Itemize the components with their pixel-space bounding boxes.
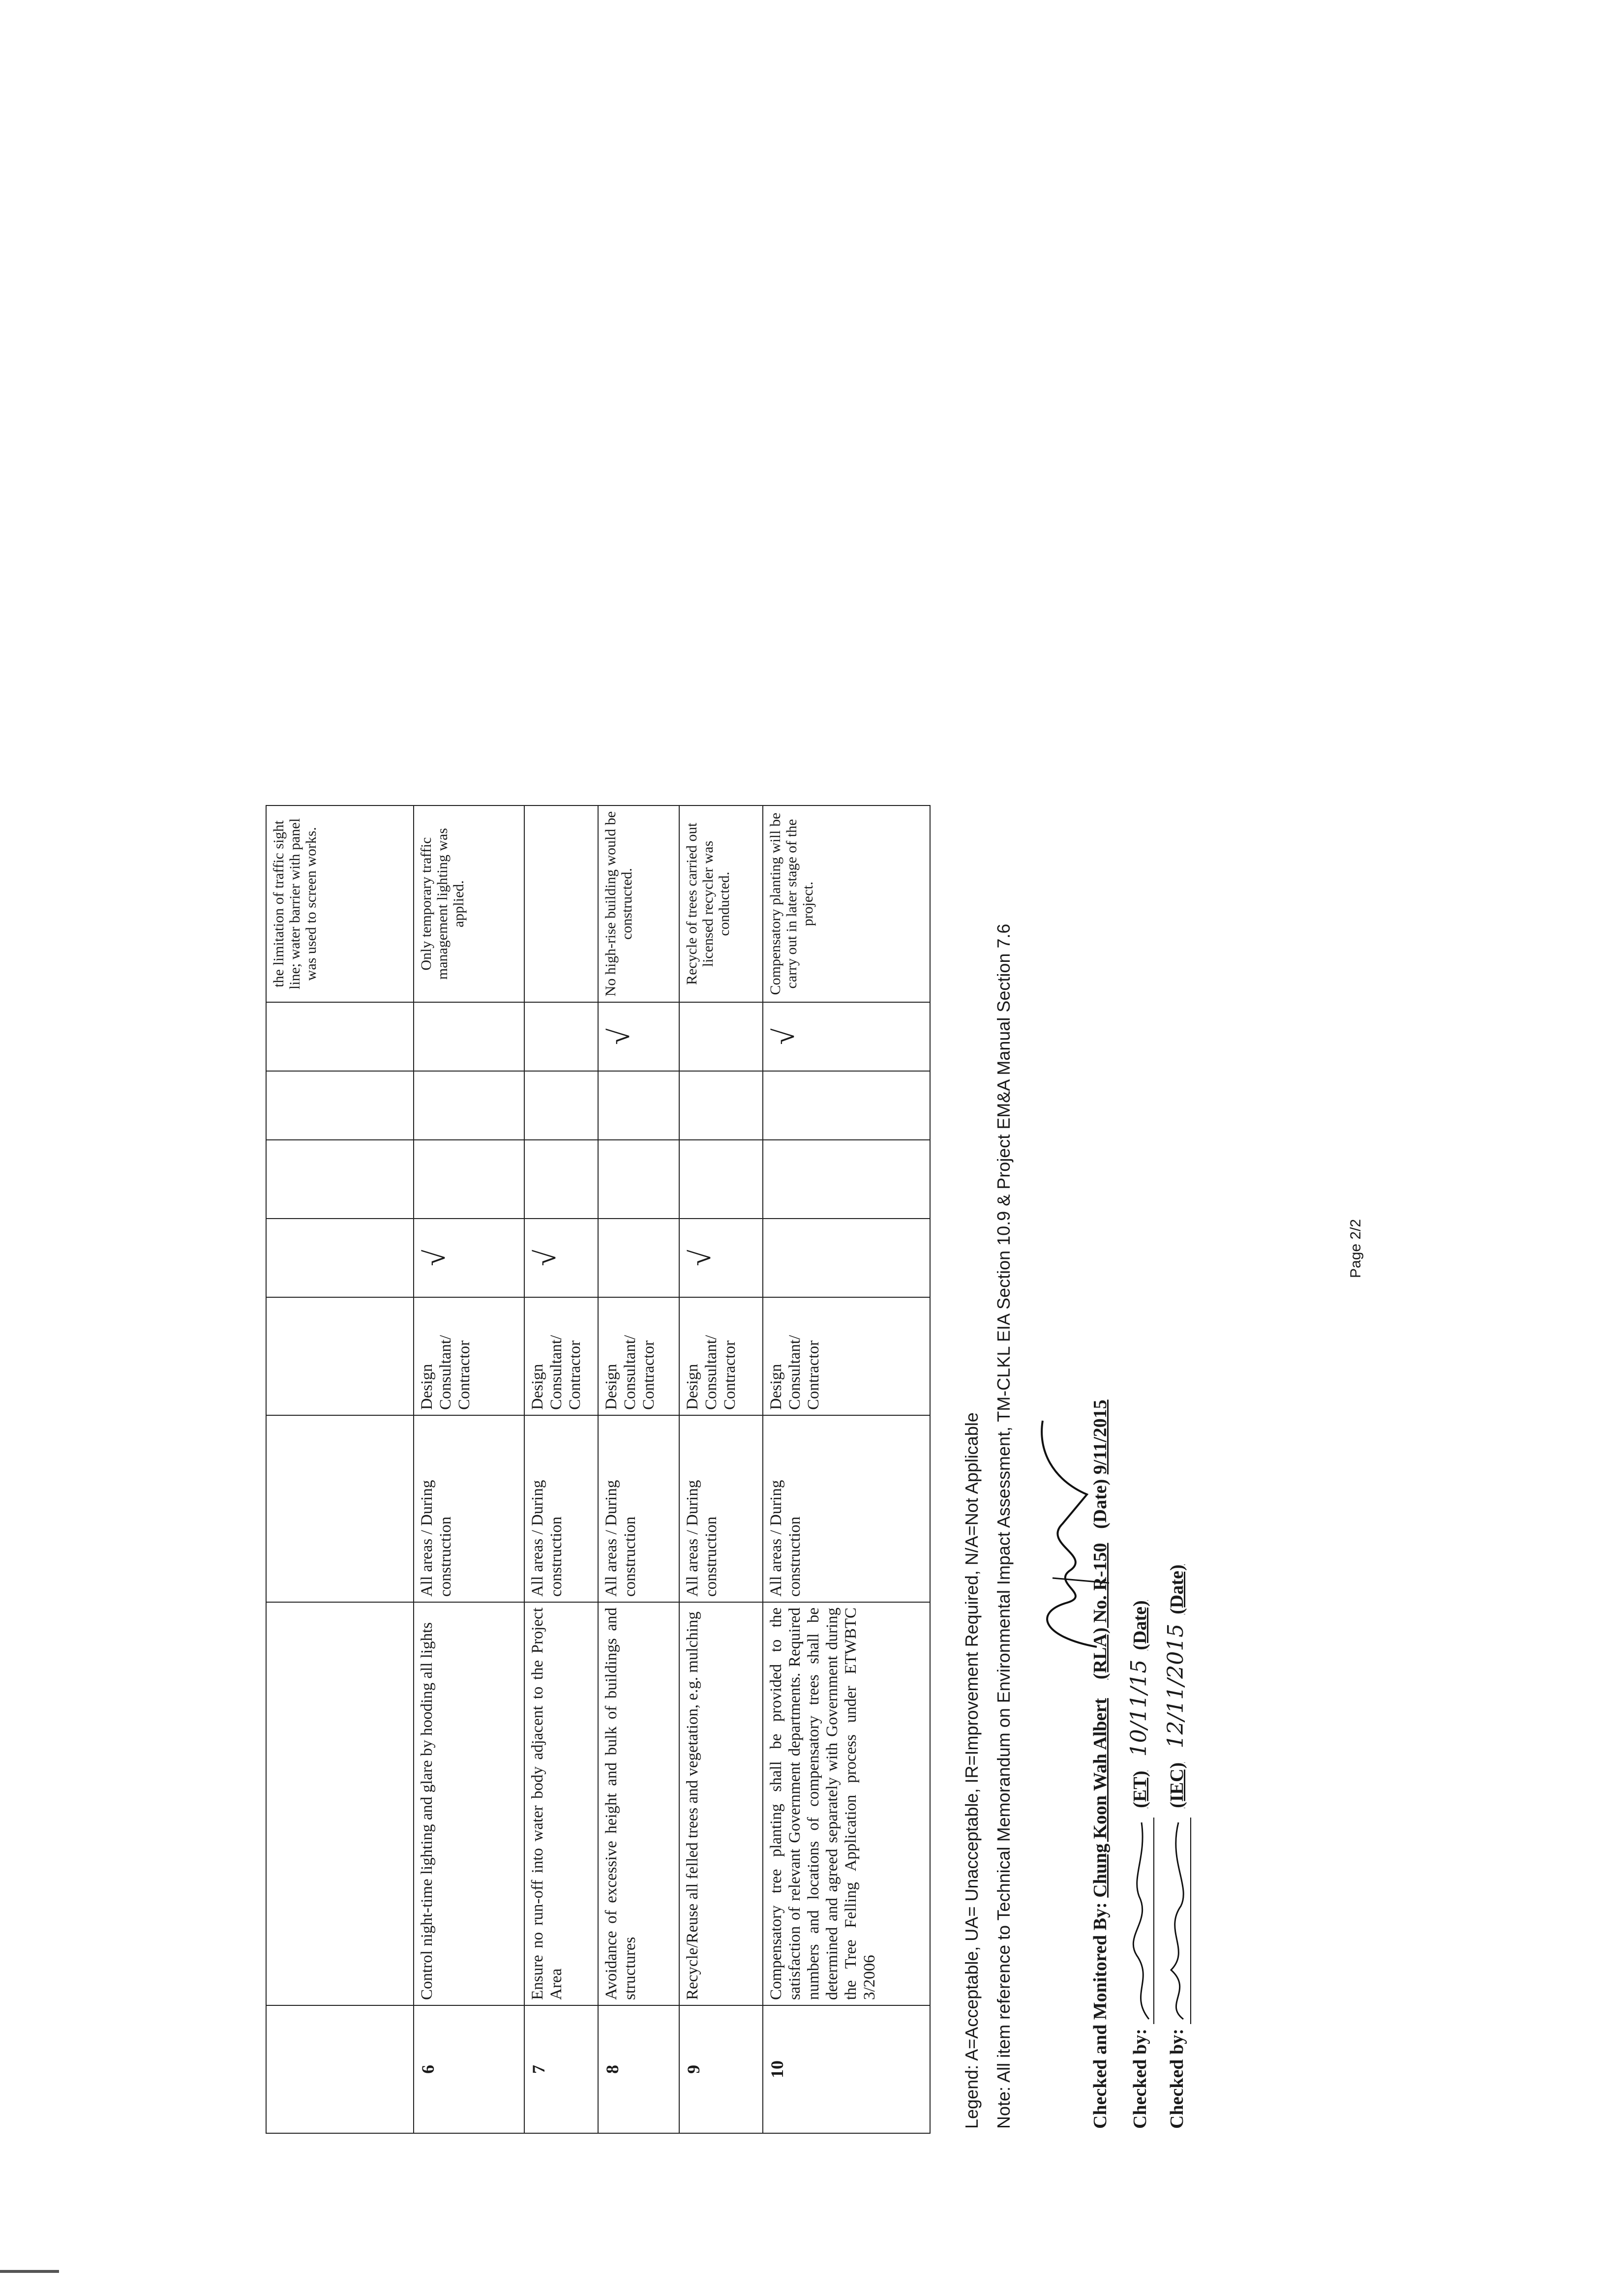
table-row	[414, 805, 524, 2133]
table-row-continuation	[266, 805, 414, 2133]
note-text: Note: All item reference to Technical Memorandum on Environmental Impact Assessment, TM-CLKL EIA Section 10.9 & Project EM&A Manual Section 7.6	[993, 924, 1014, 2129]
signoff-role: (ET)	[1130, 1770, 1150, 1808]
signoff-date: 12/11/2015	[1163, 1623, 1188, 1749]
implementation-cell: Design Consultant/ Contractor	[679, 1297, 763, 1415]
table-row	[524, 805, 598, 2133]
location-cell: All areas / During construction	[598, 1415, 679, 1602]
signoff-date-label: (Date)	[1167, 1564, 1187, 1614]
status-ir-cell	[763, 1071, 930, 1140]
signoff-registration: (RLA) No. R-150	[1090, 1543, 1111, 1680]
remark-cell: Recycle of trees carried out licensed recycler was conducted.	[679, 805, 763, 1002]
measure-cell: Avoidance of excessive height and bulk of buildings and structures	[598, 1602, 679, 2005]
signature-scribble	[1127, 1818, 1156, 2024]
location-cell: All areas / During construction	[679, 1415, 763, 1602]
status-na-cell	[414, 1002, 524, 1071]
table-row	[679, 805, 763, 2133]
measure-cell: Ensure no run-off into water body adjacent to the Project Area	[524, 1602, 598, 2005]
remark-cell: No high-rise building would be constructed.	[598, 805, 679, 1002]
signature-scribble	[1164, 1818, 1193, 2024]
remark-cell: the limitation of traffic sight line; water barrier with panel was used to screen works.	[266, 805, 414, 1002]
status-na-cell	[679, 1002, 763, 1071]
table-row	[763, 805, 930, 2133]
signoff-date-label: (Date)	[1130, 1600, 1150, 1650]
status-ir-cell	[679, 1071, 763, 1140]
measure-cell: Recycle/Reuse all felled trees and vegetation, e.g. mulching	[679, 1602, 763, 2005]
remark-cell	[524, 805, 598, 1002]
implementation-cell: Design Consultant/ Contractor	[763, 1297, 930, 1415]
status-ua-cell	[598, 1140, 679, 1219]
location-cell: All areas / During construction	[763, 1415, 930, 1602]
status-a-cell: √	[524, 1219, 598, 1297]
signoff-label: Checked by:	[1167, 2024, 1187, 2129]
status-ua-cell	[763, 1140, 930, 1219]
signoff-line-monitored	[1089, 1400, 1111, 2129]
table-row	[598, 805, 679, 2133]
signoff-role: (IEC)	[1167, 1762, 1187, 1808]
status-a-cell	[598, 1219, 679, 1297]
status-ir-cell	[414, 1071, 524, 1140]
page-number: Page 2/2	[1348, 1219, 1364, 1278]
status-a-cell: √	[679, 1219, 763, 1297]
status-na-cell: √	[598, 1002, 679, 1071]
implementation-cell: Design Consultant/ Contractor	[598, 1297, 679, 1415]
status-ua-cell	[414, 1140, 524, 1219]
status-a-cell: √	[414, 1219, 524, 1297]
signoff-date: 9/11/2015	[1090, 1400, 1111, 1475]
implementation-cell: Design Consultant/ Contractor	[414, 1297, 524, 1415]
item-number: 7	[524, 2005, 598, 2133]
audit-table	[266, 805, 931, 2134]
measure-cell: Compensatory tree planting shall be provided to the satisfaction of relevant Government departments. Required numbers and locations of compensatory trees shall be determined and agreed separately with Government during the Tree Felling Application process under ETWBTC 3/2006	[763, 1602, 930, 2005]
signoff-line-et	[1126, 1600, 1156, 2129]
status-ir-cell	[598, 1071, 679, 1140]
status-na-cell	[524, 1002, 598, 1071]
signoff-date: 10/11/15	[1126, 1659, 1151, 1757]
signoff-name: Chung Koon Wah Albert	[1090, 1698, 1111, 1898]
location-cell: All areas / During construction	[414, 1415, 524, 1602]
item-number: 10	[763, 2005, 930, 2133]
status-ua-cell	[679, 1140, 763, 1219]
remark-cell: Only temporary traffic management lighting was applied.	[414, 805, 524, 1002]
scan-artifact-line	[0, 2270, 59, 2273]
status-ua-cell	[524, 1140, 598, 1219]
remark-cell: Compensatory planting will be carry out in later stage of the project.	[763, 805, 930, 1002]
signoff-line-iec	[1163, 1564, 1193, 2129]
status-na-cell: √	[763, 1002, 930, 1071]
legend-text: Legend: A=Acceptable, UA= Unacceptable, IR=Improvement Required, N/A=Not Applicable	[962, 1412, 982, 2129]
item-number: 6	[414, 2005, 524, 2133]
implementation-cell: Design Consultant/ Contractor	[524, 1297, 598, 1415]
status-ir-cell	[524, 1071, 598, 1140]
signoff-date-label: (Date)	[1090, 1479, 1111, 1529]
location-cell: All areas / During construction	[524, 1415, 598, 1602]
measure-cell: Control night-time lighting and glare by hooding all lights	[414, 1602, 524, 2005]
signoff-label: Checked and Monitored By:	[1090, 1897, 1111, 2129]
signoff-label: Checked by:	[1130, 2024, 1150, 2129]
item-number: 8	[598, 2005, 679, 2133]
item-number: 9	[679, 2005, 763, 2133]
audit-table-frame	[266, 805, 931, 2134]
status-a-cell	[763, 1219, 930, 1297]
